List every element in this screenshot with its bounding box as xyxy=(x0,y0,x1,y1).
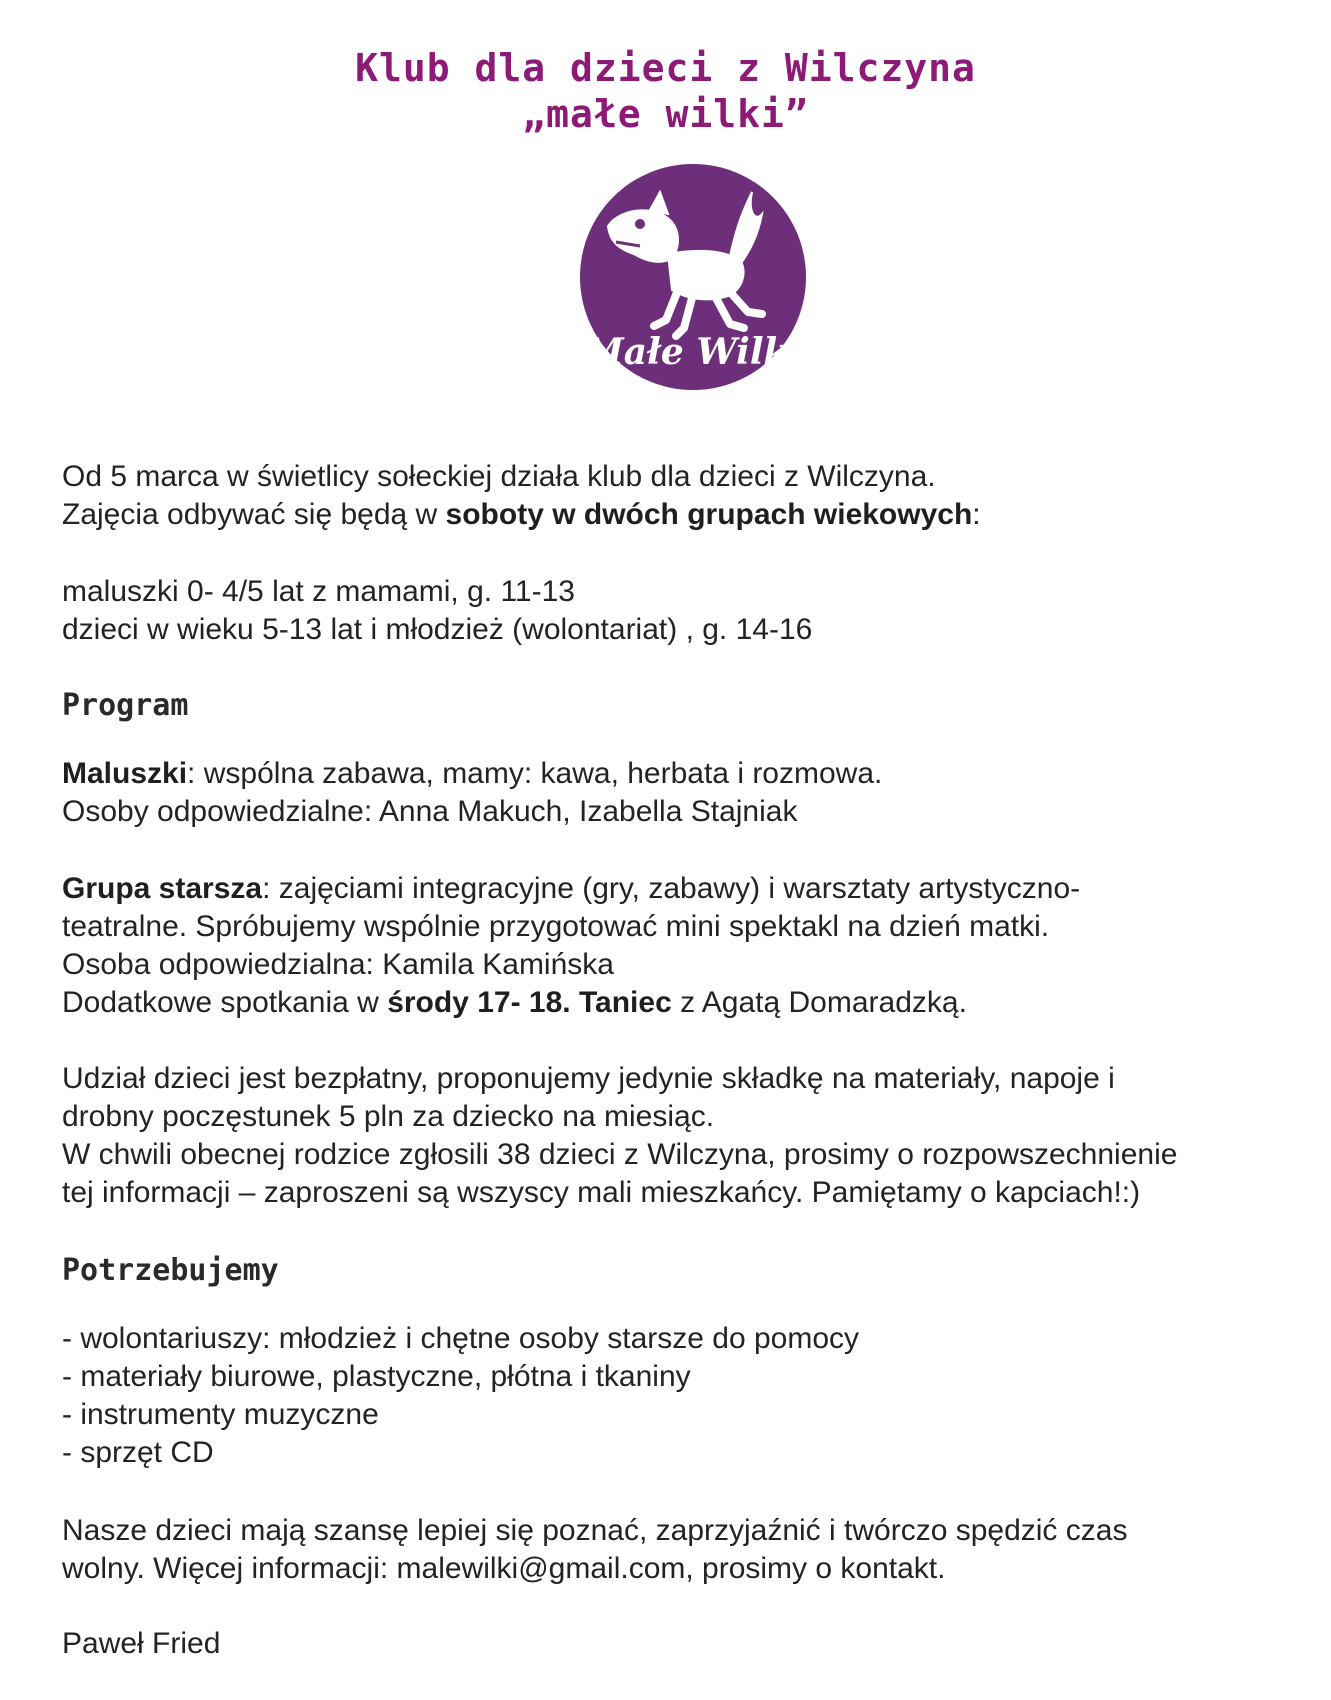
closing-paragraph xyxy=(62,1512,1312,1588)
starsza-paragraph xyxy=(62,870,1312,1022)
extra-pre: Dodatkowe spotkania w xyxy=(62,986,388,1019)
closing-line-2: wolny. Więcej informacji: malewilki@gmail.com, prosimy o kontakt. xyxy=(62,1552,946,1585)
groups-paragraph xyxy=(62,573,1312,649)
starsza-responsible: Osoba odpowiedzialna: Kamila Kamińska xyxy=(62,948,614,981)
starsza-line-2: teatralne. Spróbujemy wspólnie przygotować mini spektakl na dzień matki. xyxy=(62,910,1050,943)
group-line-1: maluszki 0- 4/5 lat z mamami, g. 11-13 xyxy=(62,575,575,608)
starsza-text-1: : zajęciami integracyjne (gry, zabawy) i warsztaty artystyczno- xyxy=(262,872,1081,905)
logo-text: Małe Wilki xyxy=(583,331,803,373)
program-heading: Program xyxy=(62,688,189,723)
intro-line-1: Od 5 marca w świetlicy sołeckiej działa klub dla dzieci z Wilczyna. xyxy=(62,460,936,493)
participation-line-1: Udział dzieci jest bezpłatny, proponujemy jedynie składkę na materiały, napoje i xyxy=(62,1062,1115,1095)
male-wilki-logo xyxy=(580,164,806,390)
maluszki-paragraph xyxy=(62,755,1312,831)
participation-line-4: tej informacji – zaproszeni są wszyscy mali mieszkańcy. Pamiętamy o kapciach!:) xyxy=(62,1176,1141,1209)
needs-item: - wolontariuszy: młodzież i chętne osoby starsze do pomocy xyxy=(62,1322,860,1355)
intro-line-2-bold: soboty w dwóch grupach wiekowych xyxy=(445,498,973,531)
maluszki-responsible: Osoby odpowiedzialne: Anna Makuch, Izabella Stajniak xyxy=(62,795,798,828)
needs-heading: Potrzebujemy xyxy=(62,1253,279,1288)
needs-item: - materiały biurowe, plastyczne, płótna i tkaniny xyxy=(62,1360,691,1393)
needs-item: - sprzęt CD xyxy=(62,1436,214,1469)
title-line-1: Klub dla dzieci z Wilczyna xyxy=(355,46,976,90)
needs-list xyxy=(62,1320,1312,1472)
intro-paragraph xyxy=(62,458,1312,534)
intro-line-2-end: : xyxy=(972,498,981,531)
extra-post: z Agatą Domaradzką. xyxy=(671,986,967,1019)
participation-paragraph xyxy=(62,1060,1312,1212)
intro-line-2 xyxy=(62,496,1312,534)
group-line-2: dzieci w wieku 5-13 lat i młodzież (wolontariat) , g. 14-16 xyxy=(62,613,813,646)
participation-line-3: W chwili obecnej rodzice zgłosili 38 dzieci z Wilczyna, prosimy o rozpowszechnienie xyxy=(62,1138,1178,1171)
participation-line-2: drobny poczęstunek 5 pln za dziecko na miesiąc. xyxy=(62,1100,715,1133)
title-line-2: „małe wilki” xyxy=(522,92,809,136)
starsza-label: Grupa starsza xyxy=(62,872,263,905)
extra-meetings-line xyxy=(62,984,1312,1022)
closing-line-1: Nasze dzieci mają szansę lepiej się poznać, zaprzyjaźnić i twórczo spędzić czas xyxy=(62,1514,1128,1547)
maluszki-text: : wspólna zabawa, mamy: kawa, herbata i rozmowa. xyxy=(187,757,883,790)
extra-bold: środy 17- 18. Taniec xyxy=(387,986,672,1019)
starsza-line-1 xyxy=(62,870,1312,908)
maluszki-line xyxy=(62,755,1312,793)
maluszki-label: Maluszki xyxy=(62,757,188,790)
intro-line-2-text: Zajęcia odbywać się będą w xyxy=(62,498,446,531)
signature: Paweł Fried xyxy=(62,1627,221,1660)
needs-item: - instrumenty muzyczne xyxy=(62,1398,379,1431)
